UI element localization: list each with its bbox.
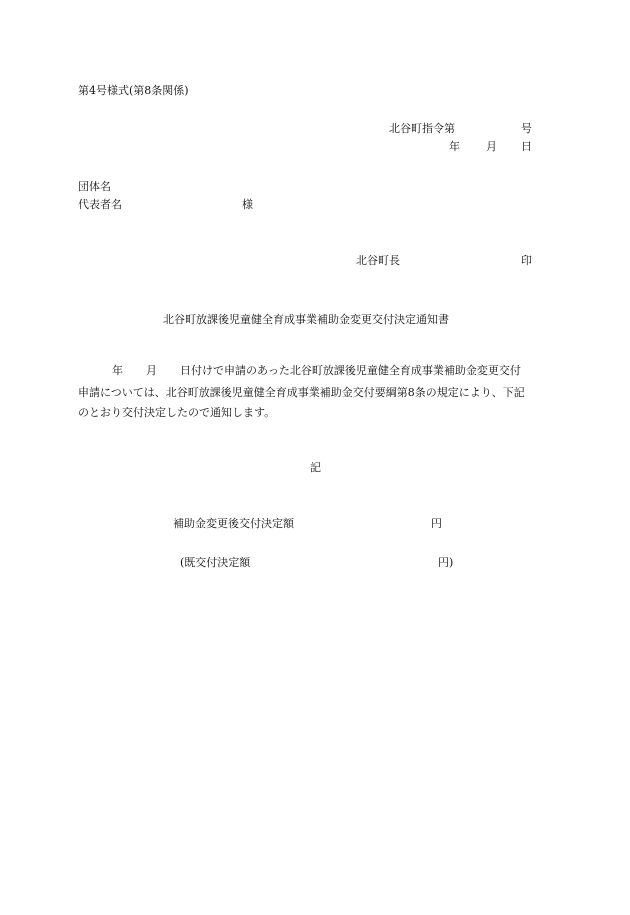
date-month-label: 月 bbox=[486, 140, 497, 153]
body-line-1-text: 日付けで申請のあった北谷町放課後児童健全育成事業補助金変更交付 bbox=[180, 364, 521, 377]
body-month-label: 月 bbox=[146, 364, 157, 377]
form-number-label: 第4号様式(第8条関係) bbox=[78, 84, 189, 97]
organization-name-label: 団体名 bbox=[78, 180, 111, 193]
date-day-label: 日 bbox=[521, 140, 532, 153]
document-number-prefix: 北谷町指令第 bbox=[389, 122, 455, 135]
note-heading: 記 bbox=[310, 461, 321, 474]
document-number-suffix: 号 bbox=[521, 122, 532, 135]
amount-unit: 円 bbox=[431, 517, 442, 530]
date-year-label: 年 bbox=[449, 140, 460, 153]
body-paragraph-line-1 bbox=[78, 364, 558, 378]
amount-label: 補助金変更後交付決定額 bbox=[173, 517, 294, 530]
prior-amount-unit: 円) bbox=[438, 556, 454, 569]
issuer-title: 北谷町長 bbox=[356, 254, 400, 267]
document-title: 北谷町放課後児童健全育成事業補助金変更交付決定通知書 bbox=[163, 313, 449, 326]
representative-name-label: 代表者名 bbox=[78, 198, 122, 211]
honorific-sama: 様 bbox=[242, 198, 253, 211]
prior-amount-label: (既交付決定額 bbox=[180, 556, 251, 569]
body-paragraph-line-3: のとおり交付決定したので通知します。 bbox=[78, 406, 276, 419]
body-paragraph-line-2: 申請については、北谷町放課後児童健全育成事業補助金交付要綱第8条の規定により、下記 bbox=[78, 386, 525, 399]
body-year-label: 年 bbox=[112, 364, 123, 377]
seal-mark: 印 bbox=[521, 254, 532, 267]
